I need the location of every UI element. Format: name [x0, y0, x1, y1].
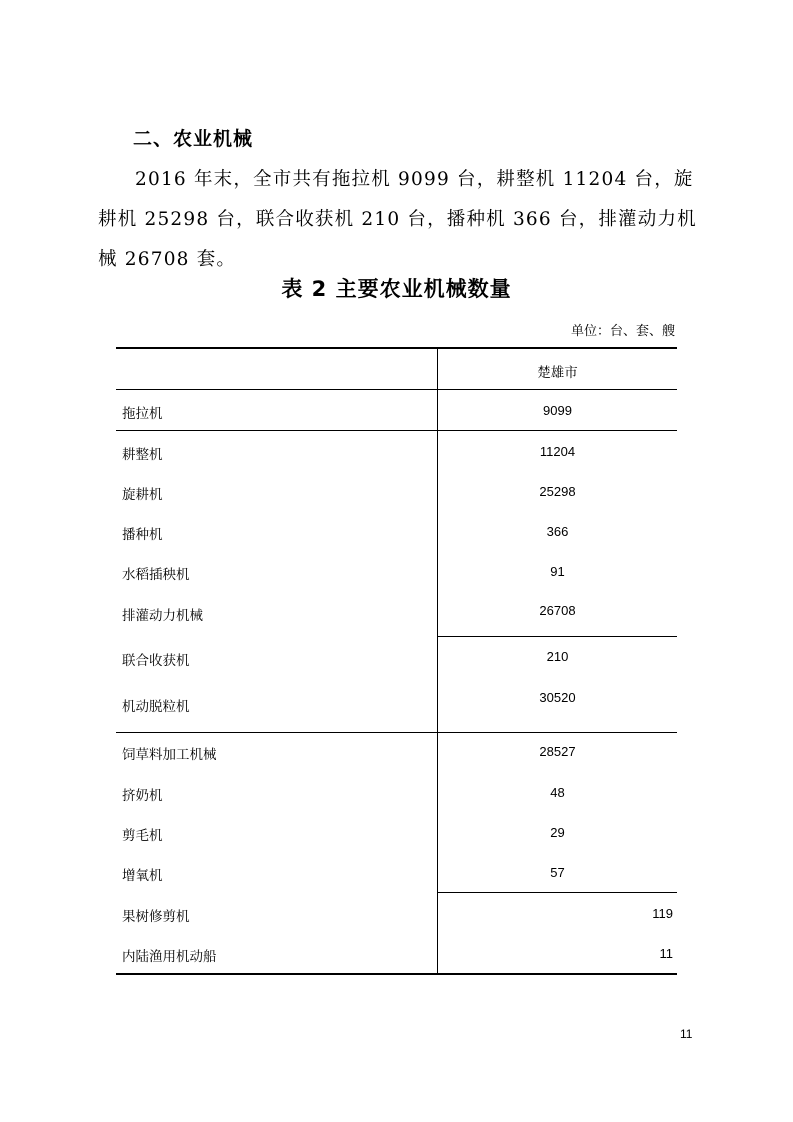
table-unit: 单位：台、套、艘 [570, 324, 675, 339]
row-value: 28527 [539, 744, 576, 759]
row-label: 拖拉机 [122, 406, 163, 422]
machinery-table [116, 347, 677, 975]
row-value: 26708 [539, 603, 576, 618]
row-value: 30520 [539, 690, 576, 705]
row-label: 机动脱粒机 [122, 699, 190, 715]
row-value: 29 [550, 825, 565, 840]
header-rule [116, 389, 677, 390]
row-label: 水稻插秧机 [122, 567, 190, 583]
table-title: 表 2 主要农业机械数量 [281, 277, 512, 301]
row-label: 内陆渔用机动船 [122, 949, 217, 965]
row-value: 119 [652, 906, 673, 921]
row-label: 增氧机 [122, 868, 163, 884]
row-value: 91 [550, 564, 565, 579]
row-label: 挤奶机 [122, 788, 163, 804]
row-label: 旋耕机 [122, 487, 163, 503]
row-label: 排灌动力机械 [122, 608, 203, 624]
column-header: 楚雄市 [537, 365, 578, 381]
row-label: 剪毛机 [122, 828, 163, 844]
row-label: 联合收获机 [122, 653, 190, 669]
row-value: 11204 [539, 444, 576, 459]
group-rule-1 [116, 430, 677, 431]
paragraph-text: 2016 年末，全市共有拖拉机 9099 台，耕整机 11204 台，旋耕机 25298 台，联合收获机 210 台，播种机 366 台，排灌动力机械 26708 套。 [98, 169, 697, 270]
body-paragraph [98, 160, 698, 280]
row-label: 耕整机 [122, 447, 163, 463]
group-rule-3 [116, 732, 677, 733]
section-heading: 二、农业机械 [133, 128, 254, 150]
row-value: 11 [659, 946, 673, 961]
table-top-rule [116, 347, 677, 349]
group-rule-4 [438, 892, 677, 893]
row-value: 48 [550, 785, 565, 800]
row-value: 25298 [539, 484, 576, 499]
row-value: 366 [546, 524, 569, 539]
page-number: 11 [680, 1027, 693, 1041]
table-bottom-rule [116, 973, 677, 975]
row-value: 210 [546, 649, 569, 664]
row-label: 播种机 [122, 527, 163, 543]
row-value: 9099 [543, 403, 572, 418]
group-rule-2 [438, 636, 677, 637]
row-value: 57 [550, 865, 565, 880]
row-label: 饲草料加工机械 [122, 747, 217, 763]
row-label: 果树修剪机 [122, 909, 190, 925]
